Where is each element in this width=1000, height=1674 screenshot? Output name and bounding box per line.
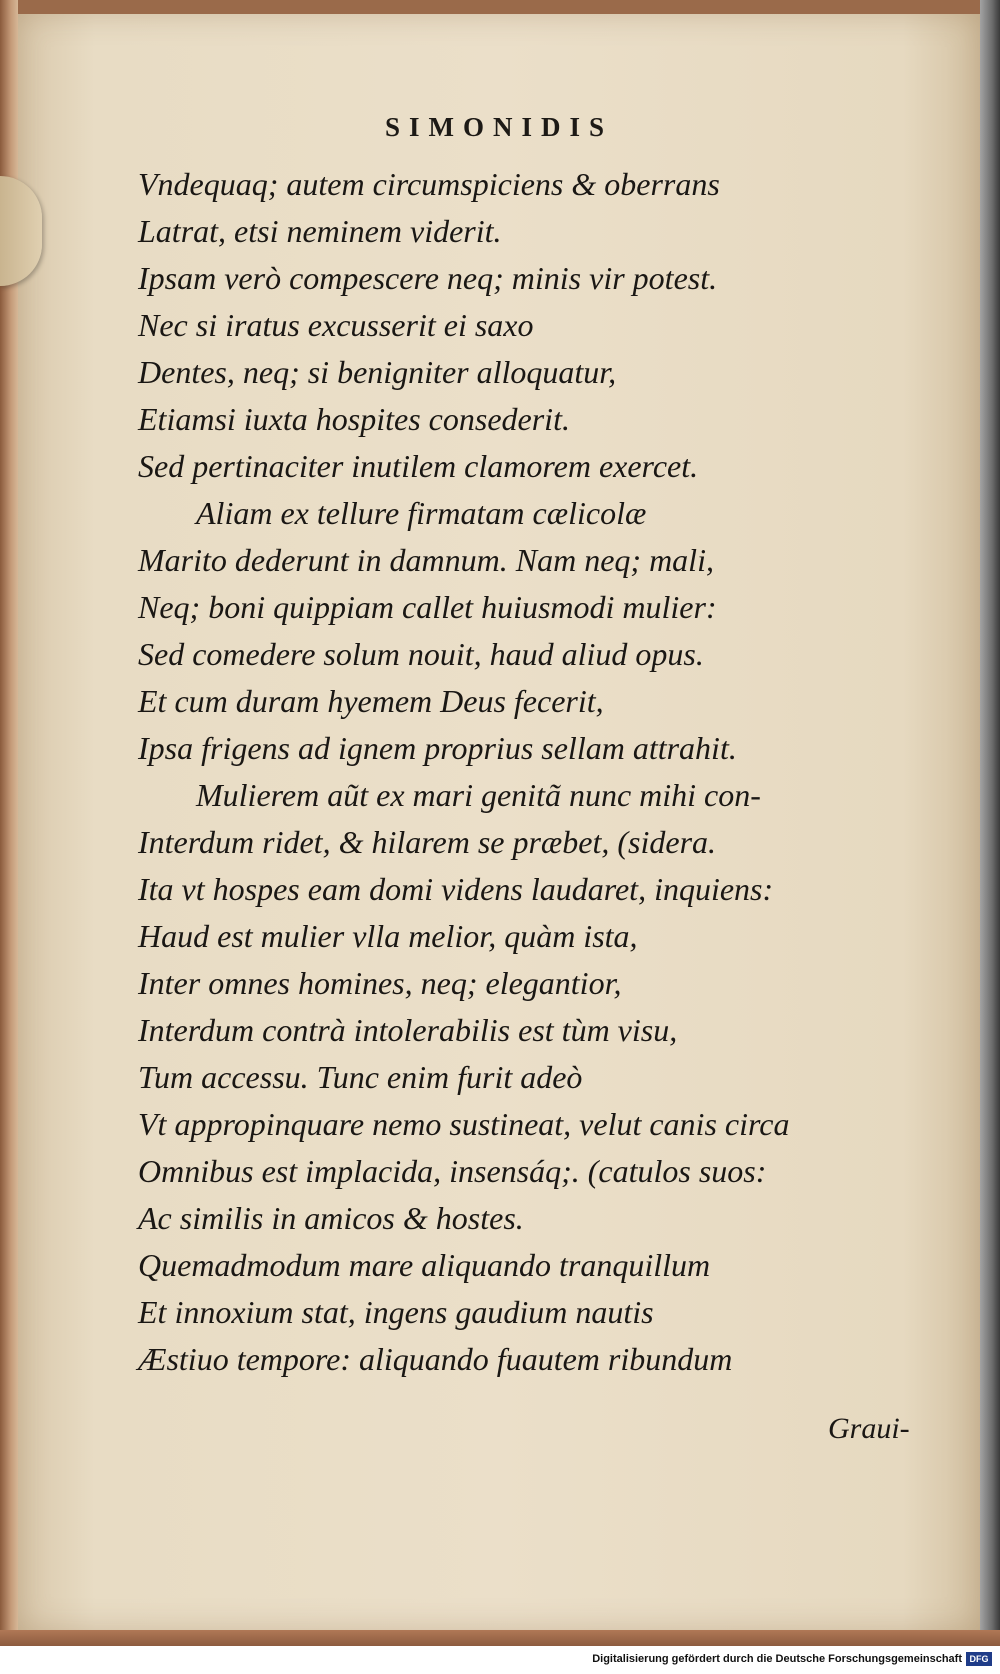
text-line: Et innoxium stat, ingens gaudium nautis (138, 1294, 654, 1330)
text-line: Et cum duram hyemem Deus fecerit, (138, 683, 604, 719)
running-header: SIMONIDIS (384, 112, 614, 142)
text-line: Æstiuo tempore: aliquando fuautem ribundum (138, 1341, 733, 1377)
text-line: Neq; boni quippiam callet huiusmodi mulier: (138, 589, 717, 625)
text-line: Omnibus est implacida, insensáq;. (catulos suos: (138, 1153, 767, 1189)
catchword: Graui- (828, 1412, 910, 1445)
text-line: Tum accessu. Tunc enim furit adeò (138, 1059, 583, 1095)
text-line: Nec si iratus excusserit ei saxo (138, 307, 534, 343)
text-line: Marito dederunt in damnum. Nam neq; mali, (138, 542, 714, 578)
text-line: Sed pertinaciter inutilem clamorem exercet. (138, 448, 699, 484)
text-line: Latrat, etsi neminem viderit. (138, 213, 502, 249)
text-line: Vt appropinquare nemo sustineat, velut canis circa (138, 1106, 790, 1142)
text-line: Sed comedere solum nouit, haud aliud opus. (138, 636, 704, 672)
text-line: Quemadmodum mare aliquando tranquillum (138, 1247, 711, 1283)
book-page (18, 14, 980, 1630)
text-line: Dentes, neq; si benigniter alloquatur, (138, 354, 617, 390)
text-line: Haud est mulier vlla melior, quàm ista, (138, 918, 638, 954)
text-line: Etiamsi iuxta hospites consederit. (138, 401, 570, 437)
text-line: Ita vt hospes eam domi videns laudaret, inquiens: (138, 871, 774, 907)
text-line: Ipsam verò compescere neq; minis vir potest. (138, 260, 718, 296)
footer-credit: Digitalisierung gefördert durch die Deutsche Forschungsgemeinschaft (592, 1653, 962, 1665)
text-line: Aliam ex tellure firmatam cælicolæ (196, 495, 647, 531)
text-line: Mulierem aũt ex mari genitã nunc mihi con- (196, 777, 761, 813)
text-line: Interdum contrà intolerabilis est tùm visu, (138, 1012, 678, 1048)
text-line: Interdum ridet, & hilarem se præbet, (sidera. (138, 824, 717, 860)
book-bottom-edge (0, 1630, 1000, 1646)
text-line: Inter omnes homines, neq; elegantior, (138, 965, 622, 1001)
dfg-logo: DFG (966, 1652, 992, 1666)
text-line: Vndequaq; autem circumspiciens & oberrans (138, 166, 720, 202)
text-line: Ipsa frigens ad ignem proprius sellam attrahit. (138, 730, 737, 766)
text-line: Ac similis in amicos & hostes. (138, 1200, 524, 1236)
